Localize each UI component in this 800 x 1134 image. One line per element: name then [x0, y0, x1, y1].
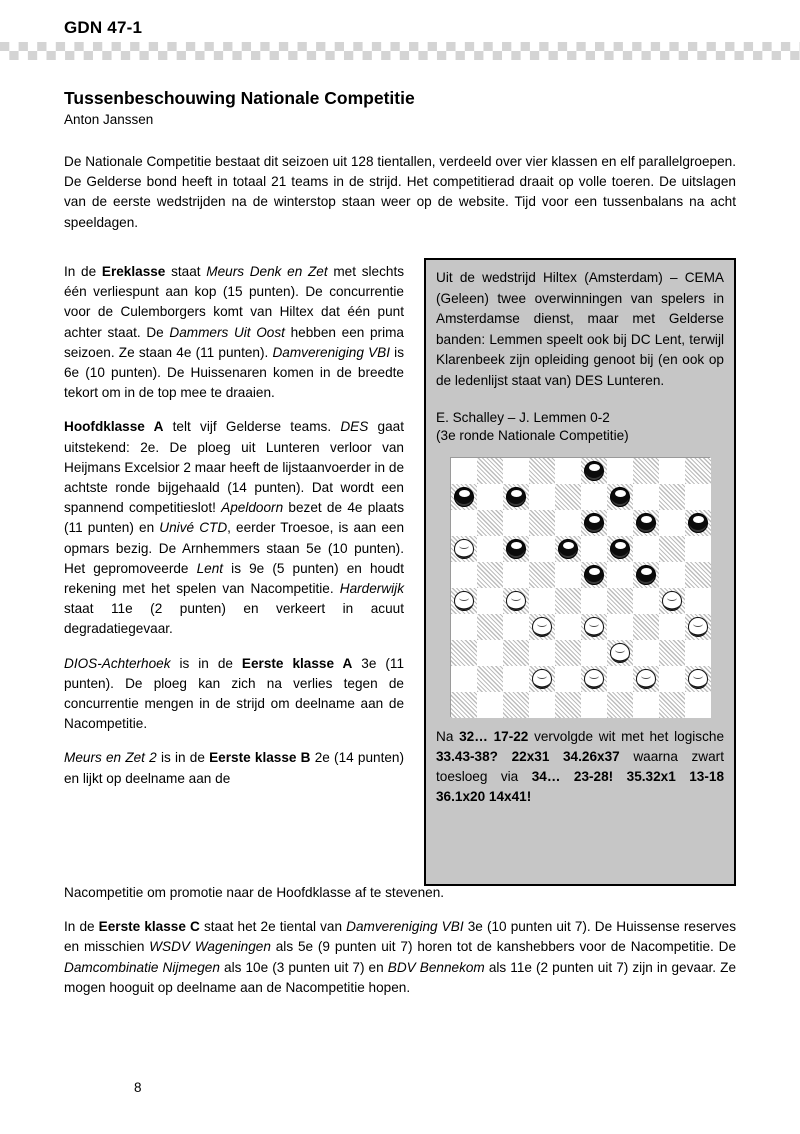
- black-piece: [636, 565, 656, 585]
- board-square: [529, 484, 555, 510]
- board-square: [529, 458, 555, 484]
- board-square: [659, 666, 685, 692]
- page-number: 8: [134, 1080, 142, 1095]
- board-square: [581, 614, 607, 640]
- board-square: [451, 562, 477, 588]
- white-piece: [506, 591, 526, 611]
- board-square: [607, 458, 633, 484]
- board-square: [555, 562, 581, 588]
- white-piece: [454, 539, 474, 559]
- board-square: [555, 484, 581, 510]
- black-piece: [584, 513, 604, 533]
- board-square: [607, 666, 633, 692]
- board-square: [633, 484, 659, 510]
- board-square: [503, 510, 529, 536]
- board-square: [477, 588, 503, 614]
- board-square: [451, 588, 477, 614]
- board-square: [477, 692, 503, 718]
- board-square: [503, 614, 529, 640]
- board-square: [503, 692, 529, 718]
- board-square: [659, 510, 685, 536]
- board-square: [477, 484, 503, 510]
- board-square: [607, 640, 633, 666]
- board-square: [607, 510, 633, 536]
- board-square: [477, 458, 503, 484]
- board-square: [607, 562, 633, 588]
- board-square: [685, 536, 711, 562]
- board-square: [633, 614, 659, 640]
- black-piece: [610, 487, 630, 507]
- board-square: [555, 588, 581, 614]
- board-square: [529, 536, 555, 562]
- paragraph: In de Eerste klasse C staat het 2e tiental van Damvereniging VBI 3e (10 punten uit 7). De Huissense reserves en misschien WSDV Wageningen als 5e (9 punten uit 7) horen tot de kanshebbers voor de Nacompetitie. De Damcombinatie Nijmegen als 10e (3 punten uit 7) en BDV Bennekom als 11e (2 punten uit 7) zijn in gevaar. Ze mogen hooguit op deelname aan de Nacompetitie hopen.: [64, 919, 737, 995]
- black-piece: [558, 539, 578, 559]
- board-square: [607, 588, 633, 614]
- board-square: [581, 588, 607, 614]
- white-piece: [584, 617, 604, 637]
- page-title: Tussenbeschouwing Nationale Competitie: [64, 88, 415, 108]
- board-square: [555, 536, 581, 562]
- board-square: [477, 510, 503, 536]
- board-square: [451, 614, 477, 640]
- board-square: [529, 562, 555, 588]
- intro-paragraph: De Nationale Competitie bestaat dit seizoen uit 128 tientallen, verdeeld over vier klassen en elf parallelgroepen. De Gelderse bond heeft in totaal 21 teams in de strijd. Het competitierad draait op volle toeren. De uitslagen van de eerste wedstrijden na de winterstop staan weer op de website. Tijd voor een tussenbalans na acht speeldagen.: [64, 154, 736, 230]
- checkered-divider: [0, 42, 800, 60]
- board-square: [633, 562, 659, 588]
- board-square: [451, 666, 477, 692]
- tail-column: [64, 883, 736, 998]
- game-sidebox: [424, 258, 736, 886]
- white-piece: [532, 617, 552, 637]
- board-square: [633, 510, 659, 536]
- black-piece: [454, 487, 474, 507]
- board-square: [581, 458, 607, 484]
- paragraph: In de Ereklasse staat Meurs Denk en Zet met slechts één verliespunt aan kop (15 punten). De concurrentie voor de Culemborgers komt van Hiltex dat één punt achter staat. De Dammers Uit Oost hebben een prima seizoen. Ze staan 4e (11 punten). Damvereniging VBI is 6e (10 punten). De Huissenaren komen in de breedte tekort om in de top mee te draaien.: [64, 264, 405, 401]
- board-square: [451, 692, 477, 718]
- board-square: [451, 536, 477, 562]
- board-caption: Na 32… 17-22 vervolgde wit met het logische 33.43-38? 22x31 34.26x37 waarna zwart toesloeg via 34… 23-28! 35.32x1 13-18 36.1x20 14x41!: [436, 728, 725, 805]
- board-square: [529, 666, 555, 692]
- board-square: [529, 588, 555, 614]
- board-square: [477, 640, 503, 666]
- board-square: [685, 588, 711, 614]
- paragraph: DIOS-Achterhoek is in de Eerste klasse A 3e (11 punten). De ploeg kan zich na verlies tegen de concurrentie mengen in de strijd om deelname aan de Nacompetitie.: [64, 655, 405, 732]
- author-byline: Anton Janssen: [64, 112, 154, 127]
- board-square: [685, 510, 711, 536]
- board-square: [685, 666, 711, 692]
- draughts-board-wrapper: [436, 457, 724, 717]
- black-piece: [610, 539, 630, 559]
- white-piece: [610, 643, 630, 663]
- board-square: [685, 484, 711, 510]
- black-piece: [636, 513, 656, 533]
- board-square: [633, 588, 659, 614]
- black-piece: [584, 565, 604, 585]
- board-square: [581, 666, 607, 692]
- white-piece: [688, 669, 708, 689]
- white-piece: [584, 669, 604, 689]
- board-square: [607, 484, 633, 510]
- board-square: [633, 458, 659, 484]
- black-piece: [506, 539, 526, 559]
- board-square: [503, 666, 529, 692]
- board-square: [633, 640, 659, 666]
- game-players: E. Schalley – J. Lemmen 0-2: [436, 409, 610, 425]
- game-header: [436, 409, 724, 446]
- board-square: [503, 484, 529, 510]
- board-square: [659, 484, 685, 510]
- board-square: [633, 692, 659, 718]
- white-piece: [636, 669, 656, 689]
- board-square: [581, 562, 607, 588]
- board-square: [529, 640, 555, 666]
- draughts-board: [450, 457, 710, 717]
- board-square: [503, 458, 529, 484]
- board-square: [581, 536, 607, 562]
- board-square: [529, 614, 555, 640]
- board-square: [555, 692, 581, 718]
- white-piece: [662, 591, 682, 611]
- board-square: [581, 510, 607, 536]
- black-piece: [506, 487, 526, 507]
- board-square: [451, 510, 477, 536]
- board-square: [555, 458, 581, 484]
- board-square: [659, 536, 685, 562]
- board-square: [581, 484, 607, 510]
- board-square: [477, 536, 503, 562]
- board-square: [555, 614, 581, 640]
- issue-header: GDN 47-1: [64, 18, 143, 37]
- board-square: [503, 640, 529, 666]
- board-square: [659, 562, 685, 588]
- white-piece: [454, 591, 474, 611]
- board-square: [503, 536, 529, 562]
- board-square: [581, 692, 607, 718]
- paragraph: Nacompetitie om promotie naar de Hoofdklasse af te stevenen.: [64, 885, 445, 900]
- board-square: [633, 536, 659, 562]
- board-square: [451, 458, 477, 484]
- board-square: [685, 458, 711, 484]
- board-square: [477, 666, 503, 692]
- board-square: [503, 562, 529, 588]
- board-square: [607, 614, 633, 640]
- board-square: [503, 588, 529, 614]
- board-square: [685, 562, 711, 588]
- board-square: [581, 640, 607, 666]
- board-square: [685, 692, 711, 718]
- board-square: [659, 614, 685, 640]
- white-piece: [532, 669, 552, 689]
- game-round: (3e ronde Nationale Competitie): [436, 428, 629, 444]
- white-piece: [688, 617, 708, 637]
- board-square: [633, 666, 659, 692]
- left-column: [64, 262, 404, 789]
- board-square: [477, 614, 503, 640]
- board-square: [529, 692, 555, 718]
- board-square: [659, 588, 685, 614]
- board-square: [555, 640, 581, 666]
- board-square: [685, 640, 711, 666]
- board-square: [477, 562, 503, 588]
- paragraph: Meurs en Zet 2 is in de Eerste klasse B 2e (14 punten) en lijkt op deelname aan de: [64, 750, 405, 786]
- board-square: [555, 666, 581, 692]
- board-square: [659, 640, 685, 666]
- sidebox-intro: Uit de wedstrijd Hiltex (Amsterdam) – CEMA (Geleen) twee overwinningen van spelers in Amsterdamse dienst, maar met Gelderse banden: Lemmen speelt ook bij DC Lent, terwijl Klarenbeek zijn opleiding genoot bij (en ook op de ledenlijst staat van) DES Lunteren.: [436, 270, 724, 388]
- board-square: [451, 640, 477, 666]
- board-square: [659, 458, 685, 484]
- board-square: [607, 692, 633, 718]
- paragraph: Hoofdklasse A telt vijf Gelderse teams. DES gaat uitstekend: 2e. De ploeg uit Lunteren verloor van Heijmans Excelsior 2 maar heeft de lijstaanvoerder in de achtste ronde bijgehaald (14 punten). Dat wordt een spannend competitieslot! Apeldoorn bezet de 4e plaats (11 punten) en Univé CTD, eerder Troesoe, is aan een opmars bezig. De Arnhemmers staan 5e (10 punten). Het gepromoveerde Lent is 9e (5 punten) en houdt rekening met het spelen van Nacompetitie. Harderwijk staat 11e (2 punten) en verkeert in acuut degradatiegevaar.: [64, 419, 405, 637]
- board-square: [529, 510, 555, 536]
- board-square: [451, 484, 477, 510]
- board-square: [685, 614, 711, 640]
- black-piece: [688, 513, 708, 533]
- board-square: [659, 692, 685, 718]
- black-piece: [584, 461, 604, 481]
- board-square: [607, 536, 633, 562]
- board-square: [555, 510, 581, 536]
